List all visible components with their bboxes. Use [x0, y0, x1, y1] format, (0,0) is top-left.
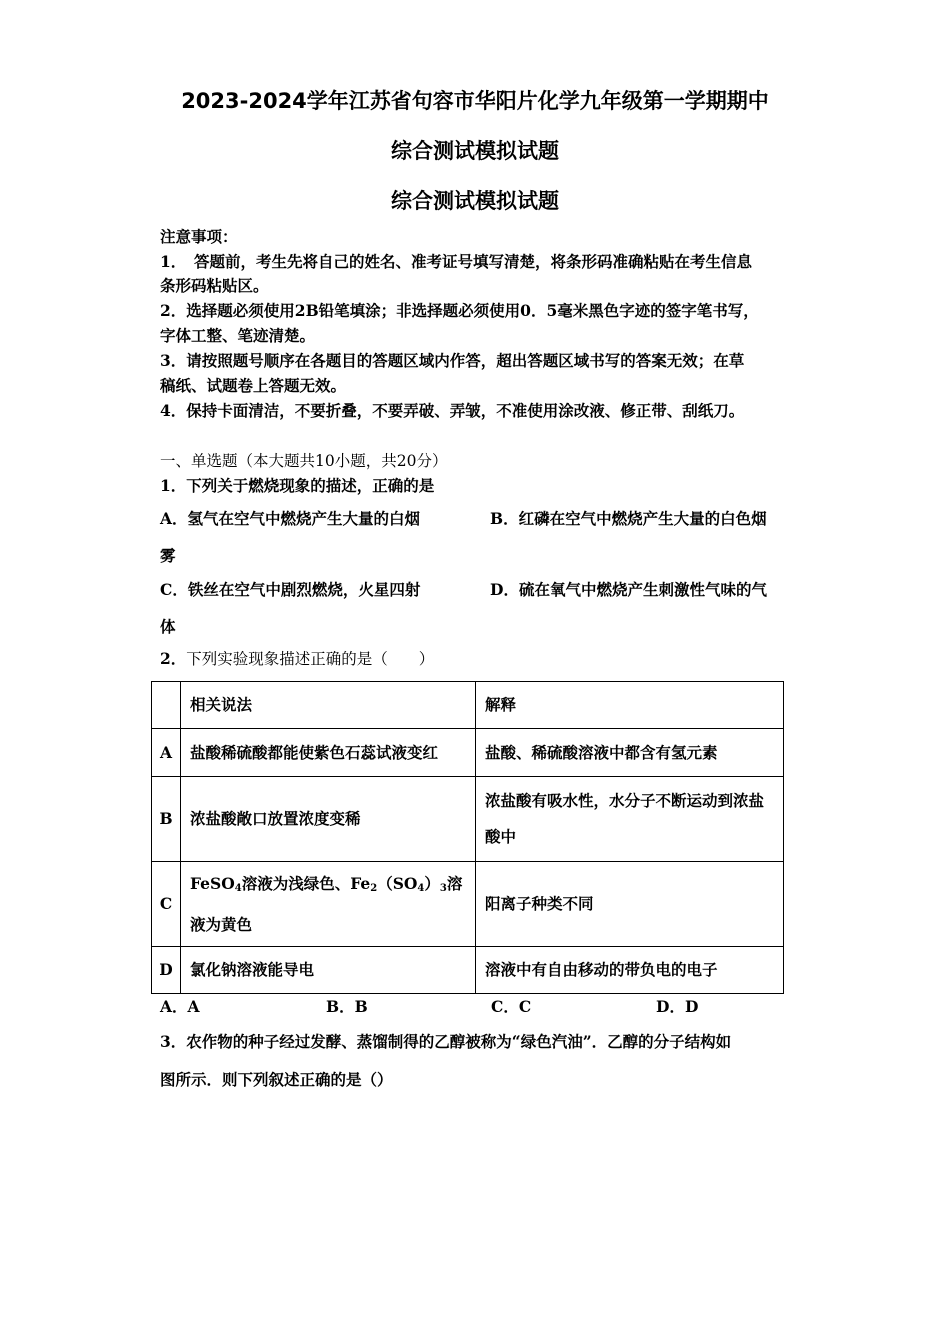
formula-part: FeSO — [190, 873, 235, 893]
exam-title-line3: 综合测试模拟试题 — [391, 189, 559, 213]
question-2-option-b: B．B — [326, 997, 368, 1016]
formula-subscript: 4 — [234, 882, 242, 894]
formula-part: ） — [424, 873, 440, 893]
table-header-statement: 相关说法 — [181, 682, 476, 729]
question-3-line2: 图所示．则下列叙述正确的是（） — [160, 1070, 393, 1089]
section-heading: 一、单选题（本大题共10小题，共20分） — [160, 452, 448, 470]
table-row — [152, 729, 784, 777]
question-2-option-d: D．D — [656, 997, 699, 1016]
notice-line-4: 字体工整、笔迹清楚。 — [160, 326, 316, 345]
question-1-option-c: C．铁丝在空气中剧烈燃烧，火星四射 — [160, 580, 421, 599]
row-key: C — [152, 862, 181, 947]
table-row — [152, 777, 784, 862]
question-2-option-c: C．C — [491, 997, 532, 1016]
notice-heading: 注意事项： — [160, 227, 238, 246]
question-1-option-b: B．红磷在空气中燃烧产生大量的白色烟 — [490, 509, 767, 528]
formula-subscript: 4 — [417, 882, 425, 894]
question-1-option-d-cont: 体 — [160, 617, 176, 636]
question-2-table — [151, 681, 784, 994]
question-1-option-d: D．硫在氧气中燃烧产生刺激性气味的气 — [490, 580, 767, 599]
exam-title-line2: 综合测试模拟试题 — [391, 139, 559, 163]
question-2-number: 2． — [160, 649, 187, 668]
row-statement: 氯化钠溶液能导电 — [181, 947, 476, 994]
notice-line-7: 4．保持卡面清洁，不要折叠，不要弄破、弄皱，不准使用涂改液、修正带、刮纸刀。 — [160, 401, 745, 420]
question-1-option-a: A．氢气在空气中燃烧产生大量的白烟 — [160, 509, 421, 528]
formula-part: 溶液为黄色 — [190, 873, 463, 934]
formula-subscript: 2 — [370, 882, 378, 894]
notice-line-6: 稿纸、试题卷上答题无效。 — [160, 376, 347, 395]
formula-part: 溶液为浅绿色、Fe — [241, 873, 371, 893]
formula-part: （SO — [377, 873, 418, 893]
table-header-explanation: 解释 — [476, 682, 784, 729]
formula-subscript: 3 — [439, 882, 447, 894]
question-3-line1: 3．农作物的种子经过发酵、蒸馏制得的乙醇被称为“绿色汽油”．乙醇的分子结构如 — [160, 1032, 732, 1051]
question-1-stem: 1．下列关于燃烧现象的描述，正确的是 — [160, 476, 435, 495]
notice-line-2: 条形码粘贴区。 — [160, 276, 269, 295]
question-2-option-a: A．A — [160, 997, 200, 1016]
row-statement: 浓盐酸敞口放置浓度变稀 — [181, 777, 476, 862]
row-statement: 盐酸稀硫酸都能使紫色石蕊试液变红 — [181, 729, 476, 777]
table-header-blank — [152, 682, 181, 729]
table-row — [152, 862, 784, 947]
notice-line-3: 2．选择题必须使用2B铅笔填涂；非选择题必须使用0．5毫米黑色字迹的签字笔书写， — [160, 301, 759, 320]
row-key: B — [152, 777, 181, 862]
table-row — [152, 947, 784, 994]
row-explanation: 阳离子种类不同 — [476, 862, 784, 947]
row-explanation: 盐酸、稀硫酸溶液中都含有氢元素 — [476, 729, 784, 777]
question-1-option-b-cont: 雾 — [160, 546, 176, 565]
row-explanation: 溶液中有自由移动的带负电的电子 — [476, 947, 784, 994]
exam-title-line1: 2023-2024学年江苏省句容市华阳片化学九年级第一学期期中 — [181, 89, 769, 113]
row-key: D — [152, 947, 181, 994]
question-2-stem-line — [160, 647, 800, 671]
notice-line-5: 3．请按照题号顺序在各题目的答题区域内作答，超出答题区域书写的答案无效；在草 — [160, 351, 745, 370]
row-explanation: 浓盐酸有吸水性，水分子不断运动到浓盐酸中 — [476, 777, 784, 862]
table-header-row — [152, 682, 784, 729]
row-key: A — [152, 729, 181, 777]
row-statement — [181, 862, 476, 947]
notice-line-1: 1． 答题前，考生先将自己的姓名、准考证号填写清楚，将条形码准确粘贴在考生信息 — [160, 252, 753, 271]
question-2-stem: 下列实验现象描述正确的是（ ） — [186, 650, 435, 668]
